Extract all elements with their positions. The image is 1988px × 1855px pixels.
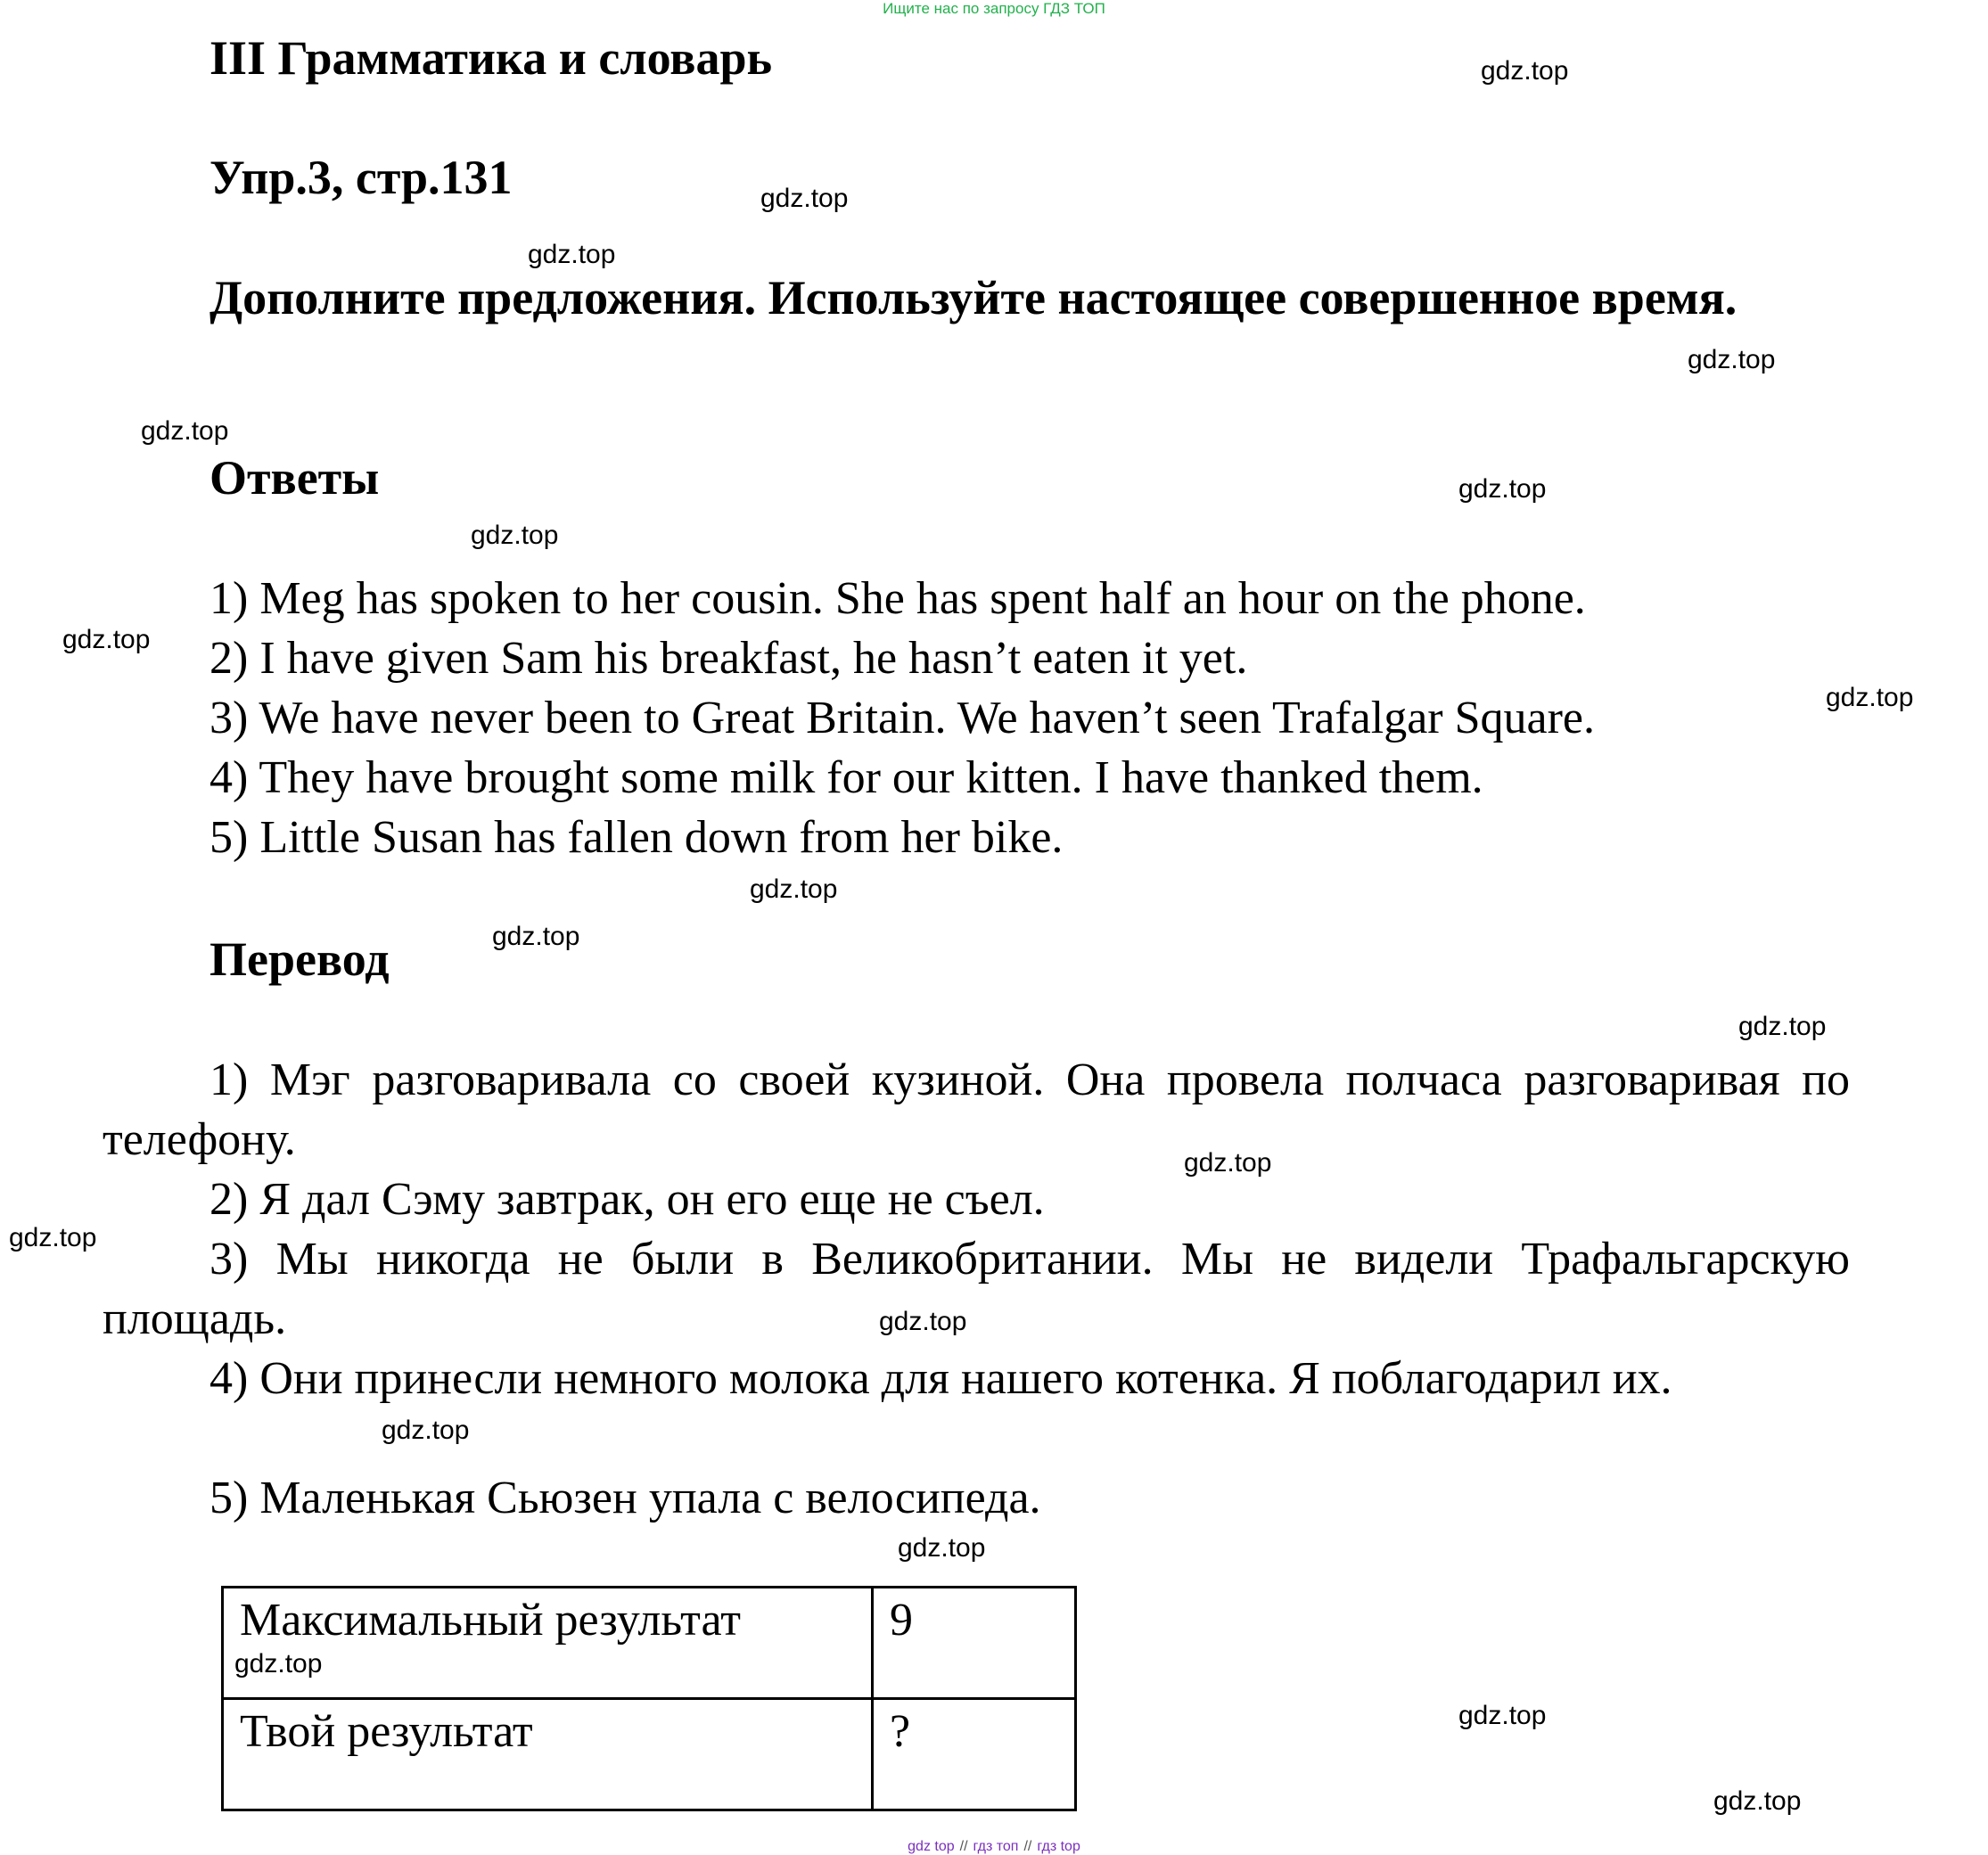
answer-item: 5) Little Susan has fallen down from her bike. [209, 812, 1064, 863]
top-search-note: Ищите нас по запросу ГДЗ ТОП [883, 0, 1105, 17]
watermark: gdz.top [1826, 683, 1914, 712]
translation-item: 3) Мы никогда не были в Великобритании. Мы не видели Трафальгарскую площадь. [103, 1234, 1850, 1344]
task-text: Дополните предложения. Используйте настоящее совершенное время. [209, 271, 1737, 324]
watermark: gdz.top [471, 521, 559, 550]
bottom-note-separator: // [959, 1839, 968, 1854]
watermark: gdz.top [382, 1416, 470, 1445]
bottom-note-item[interactable]: gdz top [908, 1839, 955, 1854]
answer-item: 2) I have given Sam his breakfast, he hasn’t eaten it yet. [209, 633, 1248, 684]
watermark: gdz.top [528, 240, 616, 269]
your-result-value: ? [873, 1699, 1076, 1810]
watermark: gdz.top [141, 416, 229, 446]
watermark: gdz.top [1458, 474, 1547, 504]
bottom-site-note [0, 1839, 1988, 1855]
watermark: gdz.top [879, 1307, 967, 1336]
bottom-note-item[interactable]: гдз топ [973, 1839, 1019, 1854]
watermark: gdz.top [1458, 1701, 1547, 1730]
exercise-title: Упр.3, стр.131 [209, 151, 513, 204]
watermark: gdz.top [1184, 1148, 1272, 1178]
translation-heading: Перевод [209, 932, 390, 986]
max-result-label: Максимальный результат [223, 1588, 873, 1699]
bottom-note-item[interactable]: гдз top [1037, 1839, 1080, 1854]
watermark: gdz.top [1481, 56, 1569, 86]
translation-item: 2) Я дал Сэму завтрак, он его еще не съел. [209, 1174, 1045, 1225]
answer-item: 3) We have never been to Great Britain. We haven’t seen Trafalgar Square. [209, 693, 1595, 743]
watermark: gdz.top [1738, 1012, 1827, 1041]
watermark: gdz.top [898, 1533, 986, 1563]
translation-item: 4) Они принесли немного молока для нашего котенка. Я поблагодарил их. [209, 1353, 1672, 1404]
score-table [221, 1586, 1077, 1811]
watermark: gdz.top [1688, 345, 1776, 374]
table-row [223, 1588, 1076, 1699]
answer-item: 1) Meg has spoken to her cousin. She has spent half an hour on the phone. [209, 573, 1586, 624]
answer-item: 4) They have brought some milk for our kitten. I have thanked them. [209, 752, 1483, 803]
your-result-label: Твой результат [223, 1699, 873, 1810]
watermark: gdz.top [9, 1223, 97, 1252]
watermark: gdz.top [1713, 1786, 1802, 1816]
watermark: gdz.top [760, 184, 849, 213]
watermark: gdz.top [492, 922, 580, 951]
watermark: gdz.top [750, 874, 838, 904]
translation-item: 5) Маленькая Сьюзен упала с велосипеда. [209, 1473, 1041, 1523]
table-row [223, 1699, 1076, 1810]
watermark: gdz.top [62, 625, 151, 654]
translation-item: 1) Мэг разговаривала со своей кузиной. Она провела полчаса разговаривая по телефону. [103, 1055, 1850, 1165]
watermark: gdz.top [234, 1649, 323, 1679]
answers-heading: Ответы [209, 451, 380, 505]
bottom-note-separator: // [1023, 1839, 1032, 1854]
section-title: III Грамматика и словарь [209, 31, 773, 85]
max-result-value: 9 [873, 1588, 1076, 1699]
